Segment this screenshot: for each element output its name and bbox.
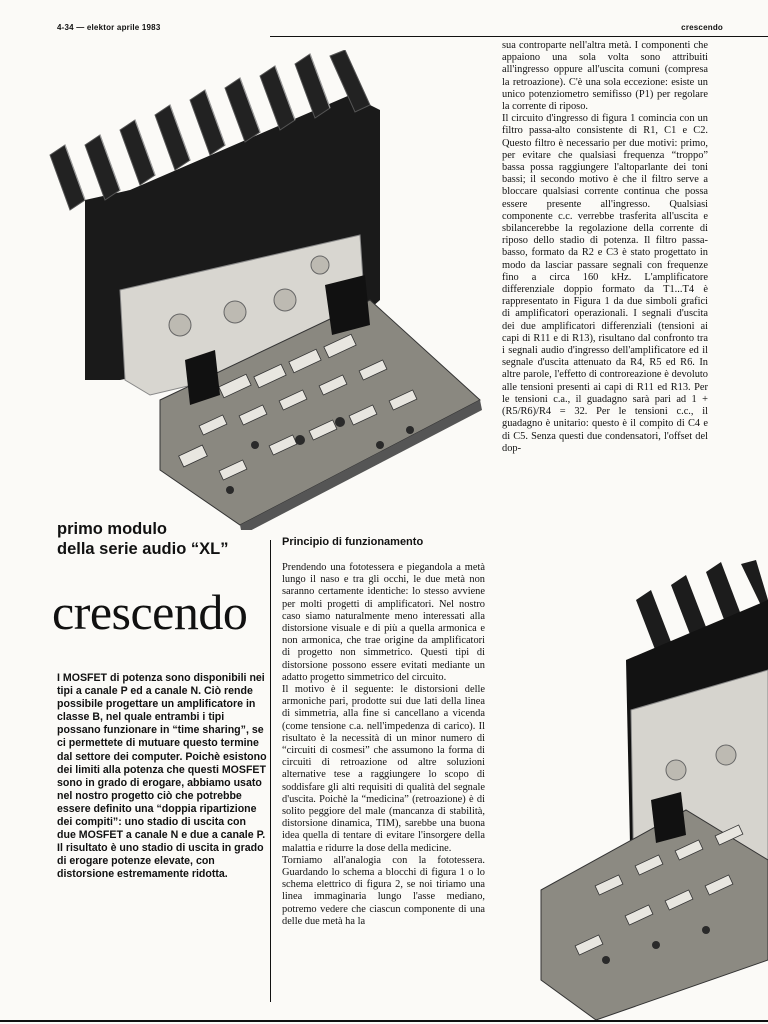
article-title: crescendo [52,584,248,640]
footer-rule [0,1020,768,1022]
right-text-column [502,40,708,455]
body-paragraph: Prendendo una fototessera e piegandola a metà lungo il naso e tra gli occhi, le due metà non saranno certamente identiche: lo stesso avviene per molti progetti di amplificatori. Nel nostro caso siamo naturalmente meno interessati alla distorsione visuale e di più a quella armonica e non armonica, che trae origine da amplificatori di progetto non simmetrico. Questi tipi di distorsione possono essere evitati mediante un adatto progetto simmetrico del circuito. [282,562,485,683]
middle-text-column [282,562,485,928]
header-rule [270,36,768,37]
running-header-left: 4-34 — elektor aprile 1983 [57,23,161,32]
amplifier-module-photo-main [40,50,500,530]
lead-paragraph: I MOSFET di potenza sono disponibili nei tipi a canale P ed a canale N. Ciò rende possibile progettare un amplificatore in classe B, nel quale entrambi i tipi possano funzionare in “time sharing”, se ci permettete di mutuare questo termine dal settore dei computer. Poichè esistono dei limiti alla potenza che questi MOSFET sono in grado di erogare, abbiamo usato nel nostro progetto ciò che potrebbe essere definito una “doppia ripartizione dei compiti”: uno stadio di uscita con due MOSFET a canale N e due a canale P. Il risultato è uno stadio di uscita in grado di erogare potenze elevate, con distorsione estremamente ridotta. [57,672,267,881]
amplifier-module-photo-side [536,560,768,1020]
body-paragraph: Il motivo è il seguente: le distorsioni delle armoniche pari, prodotte sui due lati della linea di simmetria, alla fine si cancellano a vicenda (come tensione c.a. nell'impedenza di carico). Il risultato è la necessità di un minor numero di “circuiti di cosmesi” che assumono la forma di circuiti di retroazione od altre soluzioni alternative tese a raggiungere lo scopo di soddisfare gli alti requisiti di qualità del segnale d'uscita. Poichè la “medicina” (retroazione) è di solito peggiore del male (mancanza di stabilità, distorsione dinamica, TIM), sarebbe una buona idea quella di tentare di evitare l'insorgere della malattia e ridurre la dose della medicine. [282,684,485,854]
column-divider [270,540,271,1002]
body-paragraph: Torniamo all'analogia con la fototessera. Guardando lo schema a blocchi di figura 1 o lo schema elettrico di figura 2, se noi tiriamo una linea immaginaria lungo l'asse mediano, potremo vedere che ciascun componente di una delle due metà ha la [282,854,485,927]
subtitle-line: primo modulo [57,520,167,538]
subtitle-line: della serie audio “XL” [57,540,229,558]
right-paragraph: sua controparte nell'altra metà. I componenti che appaiono una sola volta sono attribuiti all'ingresso oppure all'uscita comuni (compresa la retroazione). C'è una sola eccezione: esiste un unico potenziometro semifisso (P1) per regolare la corrente di riposo. [502,40,708,113]
article-subtitle [57,519,228,559]
section-heading: Principio di funzionamento [282,536,424,548]
right-paragraph: Il circuito d'ingresso di figura 1 comincia con un filtro passa-alto consistente di R1, C1 e C2. Questo filtro è necessario per due motivi: primo, per evitare che qualsiasi frequenza “troppo” bassa possa raggiungere l'altoparlante dei toni bassi; il secondo motivo è che il filtro serve a bloccare qualsiasi corrente continua che possa essere presente all'ingresso. Qualsiasi componente c.c. verrebbe trasferita all'uscita e sbilancerebbe la regolazione della corrente di riposo dello stadio di potenza. Il filtro passa-basso, formato da R2 e C3 è stato progettato in modo da lasciar passare segnali con frequenze fino a circa 160 kHz. L'amplificatore differenziale doppio formato da T1...T4 è rappresentato in Figura 1 da due simboli grafici di amplificatori operazionali. I segnali d'uscita dei due amplificatori differenziali (tensioni ai capi di R11 e di R13), risultano dal confronto tra i segnali audio d'ingresso dell'amplificatore ed il segnale d'uscita attenuato da R4, R5 ed R6. In altre parole, l'effetto di controreazione è devoluto alle tensioni presenti ai capi di R11 ed R13. Per le tensioni c.a., il guadagno sarà pari ad 1 + (R5/R6)/R4 = 32. Per le tensioni c.c., il guadagno è unitario: questo è il compito di C4 e di C5. Senza questi due condensatori, l'offset del dop- [502,113,708,454]
running-header-right: crescendo [681,23,723,32]
